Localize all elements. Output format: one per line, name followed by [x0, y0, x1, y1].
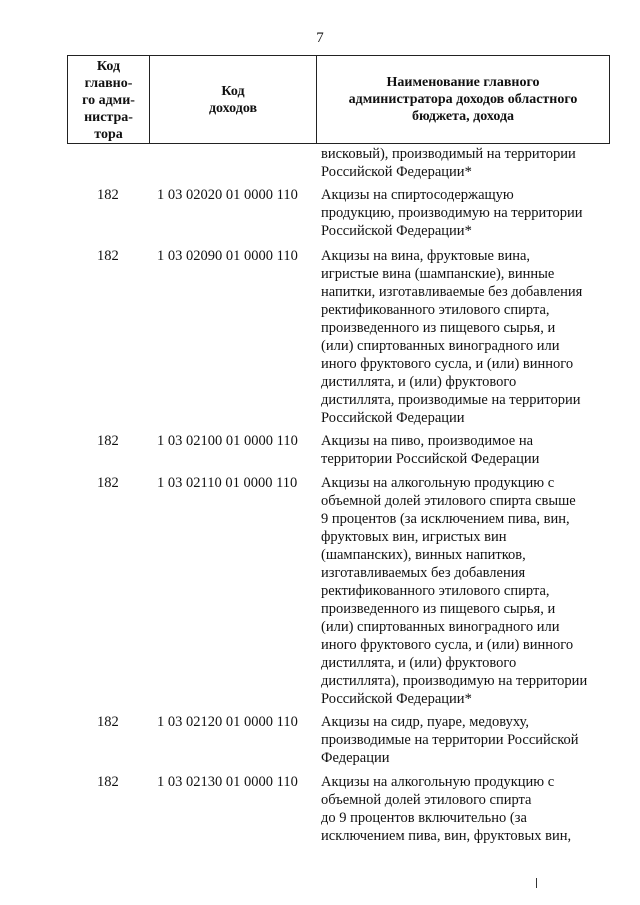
income-name-line: произведенного из пищевого сырья, и	[321, 601, 556, 617]
income-name-line: изготавливаемых без добавления	[321, 565, 526, 581]
income-name-line: продукцию, производимую на территории	[321, 205, 583, 221]
income-name-line: исключением пива, вин, фруктовых вин,	[321, 828, 572, 844]
continued-line: Российской Федерации*	[321, 164, 472, 180]
income-name-line: (или) спиртованных виноградного или	[321, 619, 560, 635]
continued-line: висковый), производимый на территории	[321, 146, 576, 162]
income-code-cell: 1 03 02130 01 0000 110	[157, 774, 298, 790]
income-name-line: игристые вина (шампанские), винные	[321, 266, 555, 282]
header-name-line: бюджета, дохода	[411, 109, 515, 124]
income-name-line: Российской Федерации*	[321, 691, 472, 707]
income-name-line: объемной долей этилового спирта	[321, 792, 532, 808]
income-name-line: иного фруктового сусла, и (или) винного	[321, 356, 574, 372]
income-name-line: Акцизы на вина, фруктовые вина,	[321, 248, 531, 264]
header-name-line: администратора доходов областного	[348, 92, 578, 107]
income-name-line: напитки, изготавливаемые без добавления	[321, 284, 583, 300]
income-name-cell	[321, 186, 611, 240]
income-name-line: произведенного из пищевого сырья, и	[321, 320, 556, 336]
income-name-cell	[321, 247, 611, 427]
income-name-cell	[321, 432, 611, 468]
header-admin-line: нистра-	[84, 109, 133, 125]
income-name-line: дистиллята), производимую на территории	[321, 673, 588, 689]
page-mark	[536, 878, 541, 888]
table-header	[67, 55, 610, 144]
admin-code-cell: 182	[97, 433, 119, 449]
income-name-line: территории Российской Федерации	[321, 451, 540, 467]
header-admin-code	[68, 56, 150, 143]
header-name-line: Наименование главного	[386, 75, 540, 90]
income-name-line: Российской Федерации	[321, 410, 465, 426]
income-name-line: ректификованного этилового спирта,	[321, 302, 550, 318]
income-name-line: Российской Федерации*	[321, 223, 472, 239]
income-code-cell: 1 03 02120 01 0000 110	[157, 714, 298, 730]
continued-text	[321, 145, 611, 181]
admin-code-cell: 182	[97, 248, 119, 264]
income-name-line: иного фруктового сусла, и (или) винного	[321, 637, 574, 653]
header-admin-line: го адми-	[82, 92, 135, 108]
header-code-line: Код	[221, 83, 245, 99]
income-name-line: Акцизы на спиртосодержащую	[321, 187, 514, 203]
income-name-line: (или) спиртованных виноградного или	[321, 338, 560, 354]
admin-code-cell: 182	[97, 774, 119, 790]
header-admin-line: тора	[94, 126, 123, 142]
admin-code-cell: 182	[97, 714, 119, 730]
admin-code-cell: 182	[97, 187, 119, 203]
header-admin-line: главно-	[84, 75, 133, 91]
header-code-line: доходов	[208, 100, 258, 116]
income-code-cell: 1 03 02090 01 0000 110	[157, 248, 298, 264]
income-name-line: (шампанских), винных напитков,	[321, 547, 526, 563]
income-name-line: Акцизы на пиво, производимое на	[321, 433, 534, 449]
income-name-line: ректификованного этилового спирта,	[321, 583, 550, 599]
income-code-cell: 1 03 02110 01 0000 110	[157, 475, 298, 491]
income-name-line: объемной долей этилового спирта свыше	[321, 493, 576, 509]
income-code-cell: 1 03 02100 01 0000 110	[157, 433, 298, 449]
income-name-line: до 9 процентов включительно (за	[321, 810, 527, 826]
income-name-line: Федерации	[321, 750, 390, 766]
header-admin-line: Код	[96, 58, 121, 74]
page-number: 7	[316, 30, 324, 46]
income-name-line: дистиллята, производимые на территории	[321, 392, 581, 408]
income-name-cell	[321, 713, 611, 767]
income-name-line: Акцизы на алкогольную продукцию с	[321, 475, 555, 491]
header-name	[317, 56, 609, 143]
income-name-line: Акцизы на алкогольную продукцию с	[321, 774, 555, 790]
admin-code-cell: 182	[97, 475, 119, 491]
income-code-cell: 1 03 02020 01 0000 110	[157, 187, 298, 203]
income-name-cell	[321, 773, 611, 845]
income-name-cell	[321, 474, 611, 708]
income-name-line: дистиллята, и (или) фруктового	[321, 655, 517, 671]
income-name-line: Акцизы на сидр, пуаре, медовуху,	[321, 714, 529, 730]
income-name-line: дистиллята, и (или) фруктового	[321, 374, 517, 390]
income-name-line: фруктовых вин, игристых вин	[321, 529, 507, 545]
header-income-code	[150, 56, 317, 143]
income-name-line: 9 процентов (за исключением пива, вин,	[321, 511, 570, 527]
income-name-line: производимые на территории Российской	[321, 732, 579, 748]
